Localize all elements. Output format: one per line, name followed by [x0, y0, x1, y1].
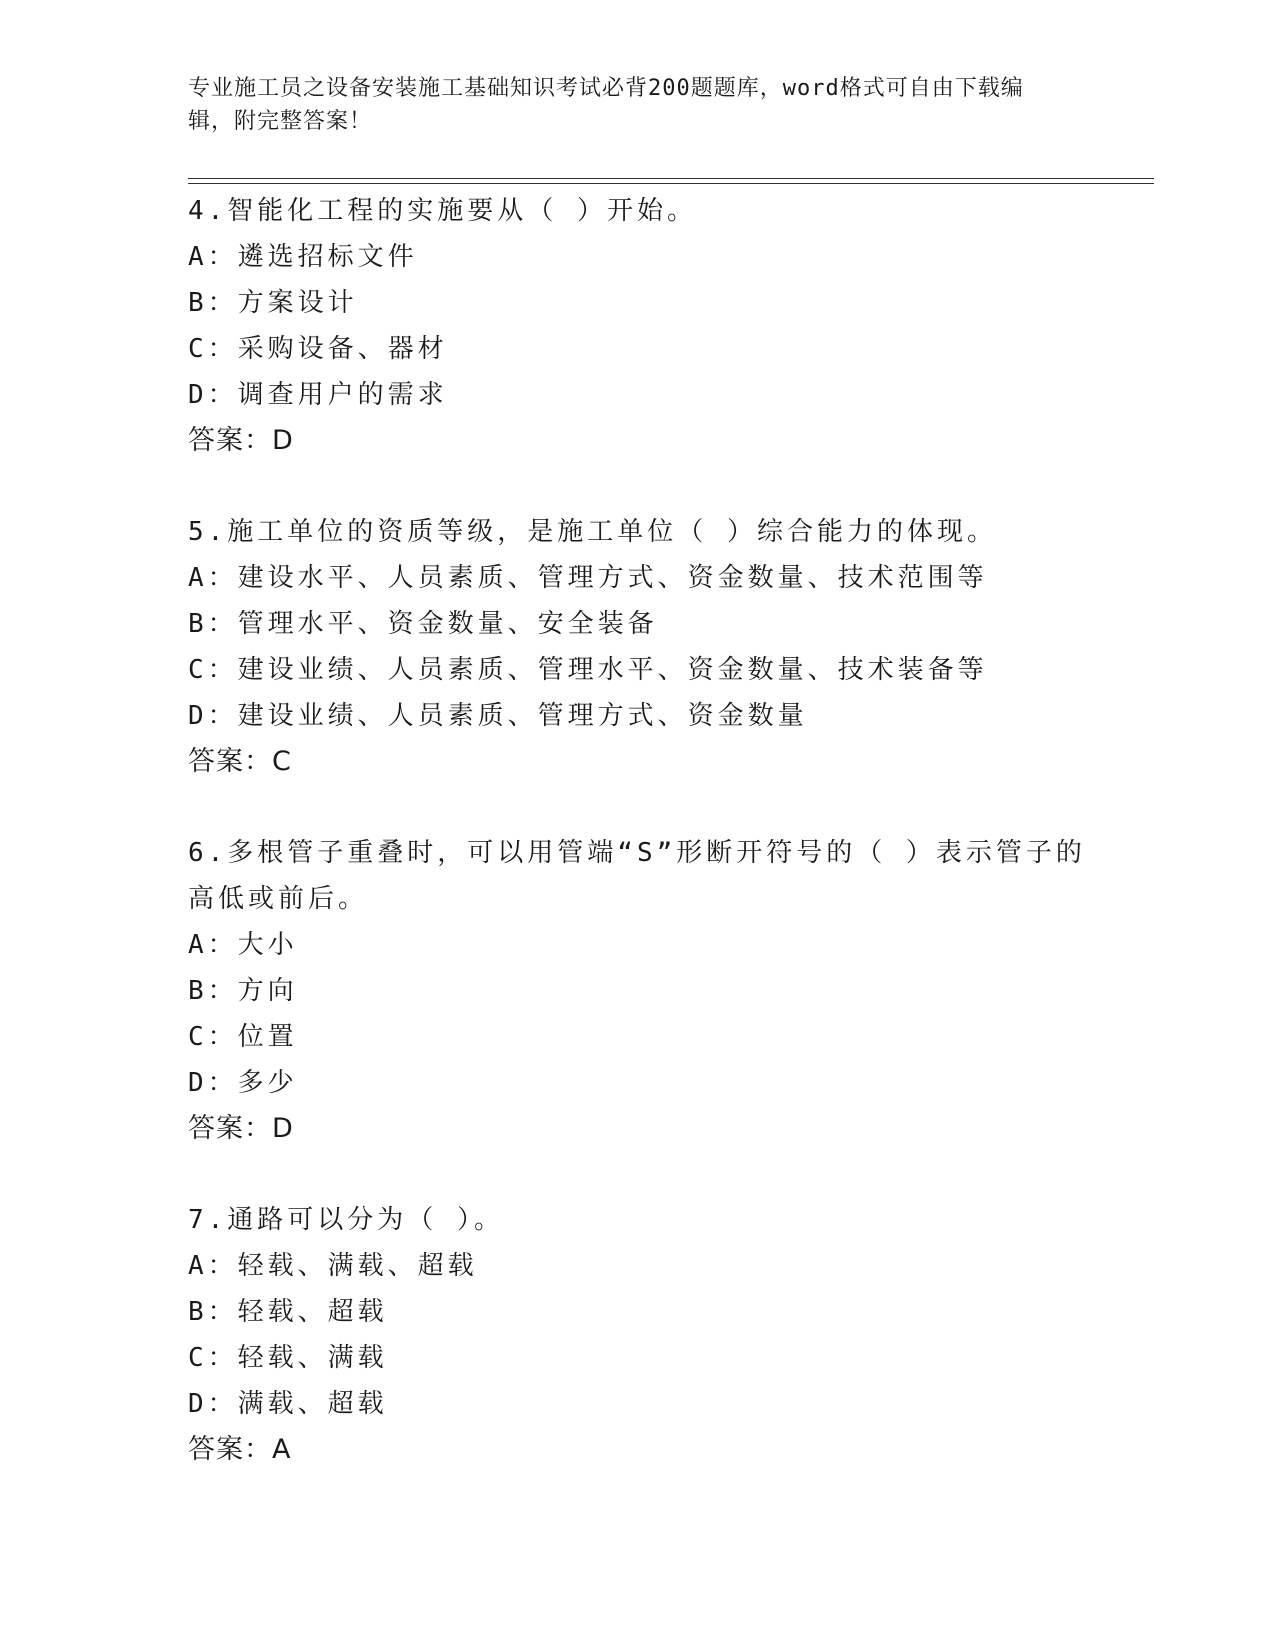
- option-b: B：方向: [188, 976, 298, 1006]
- option-a: A：建设水平、人员素质、管理方式、资金数量、技术范围等: [188, 563, 988, 593]
- option-d: D：建设业绩、人员素质、管理方式、资金数量: [188, 701, 808, 731]
- option-a: A：遴选招标文件: [188, 242, 418, 272]
- answer-label: 答案：C: [188, 746, 292, 777]
- option-d: D：多少: [188, 1068, 298, 1098]
- header-divider-secondary: [188, 183, 1154, 184]
- question-stem: 6.多根管子重叠时，可以用管端“S”形断开符号的（ ）表示管子的高低或前后。: [188, 838, 1086, 914]
- option-a: A：轻载、满载、超载: [188, 1251, 478, 1281]
- question-stem: 4.智能化工程的实施要从（ ）开始。: [188, 196, 697, 226]
- question-list: [188, 188, 1088, 1518]
- question-item: [188, 830, 1088, 1152]
- question-stem: 7.通路可以分为（ ）。: [188, 1205, 504, 1235]
- question-item: [188, 509, 1088, 785]
- header-divider: [188, 178, 1154, 179]
- option-c: C：采购设备、器材: [188, 334, 448, 364]
- question-stem: 5.施工单位的资质等级，是施工单位（ ）综合能力的体现。: [188, 517, 997, 547]
- option-a: A：大小: [188, 930, 298, 960]
- question-item: [188, 188, 1088, 464]
- answer-label: 答案：A: [188, 1434, 292, 1465]
- option-c: C：位置: [188, 1022, 298, 1052]
- question-item: [188, 1197, 1088, 1473]
- option-c: C：轻载、满载: [188, 1343, 388, 1373]
- document-header: 专业施工员之设备安装施工基础知识考试必背200题题库，word格式可自由下载编辑，附完整答案！: [188, 76, 1024, 134]
- answer-label: 答案：D: [188, 425, 294, 456]
- answer-label: 答案：D: [188, 1113, 294, 1144]
- option-c: C：建设业绩、人员素质、管理水平、资金数量、技术装备等: [188, 655, 988, 685]
- option-b: B：管理水平、资金数量、安全装备: [188, 609, 658, 639]
- option-d: D：满载、超载: [188, 1389, 388, 1419]
- option-b: B：方案设计: [188, 288, 358, 318]
- option-b: B：轻载、超载: [188, 1297, 388, 1327]
- option-d: D：调查用户的需求: [188, 380, 448, 410]
